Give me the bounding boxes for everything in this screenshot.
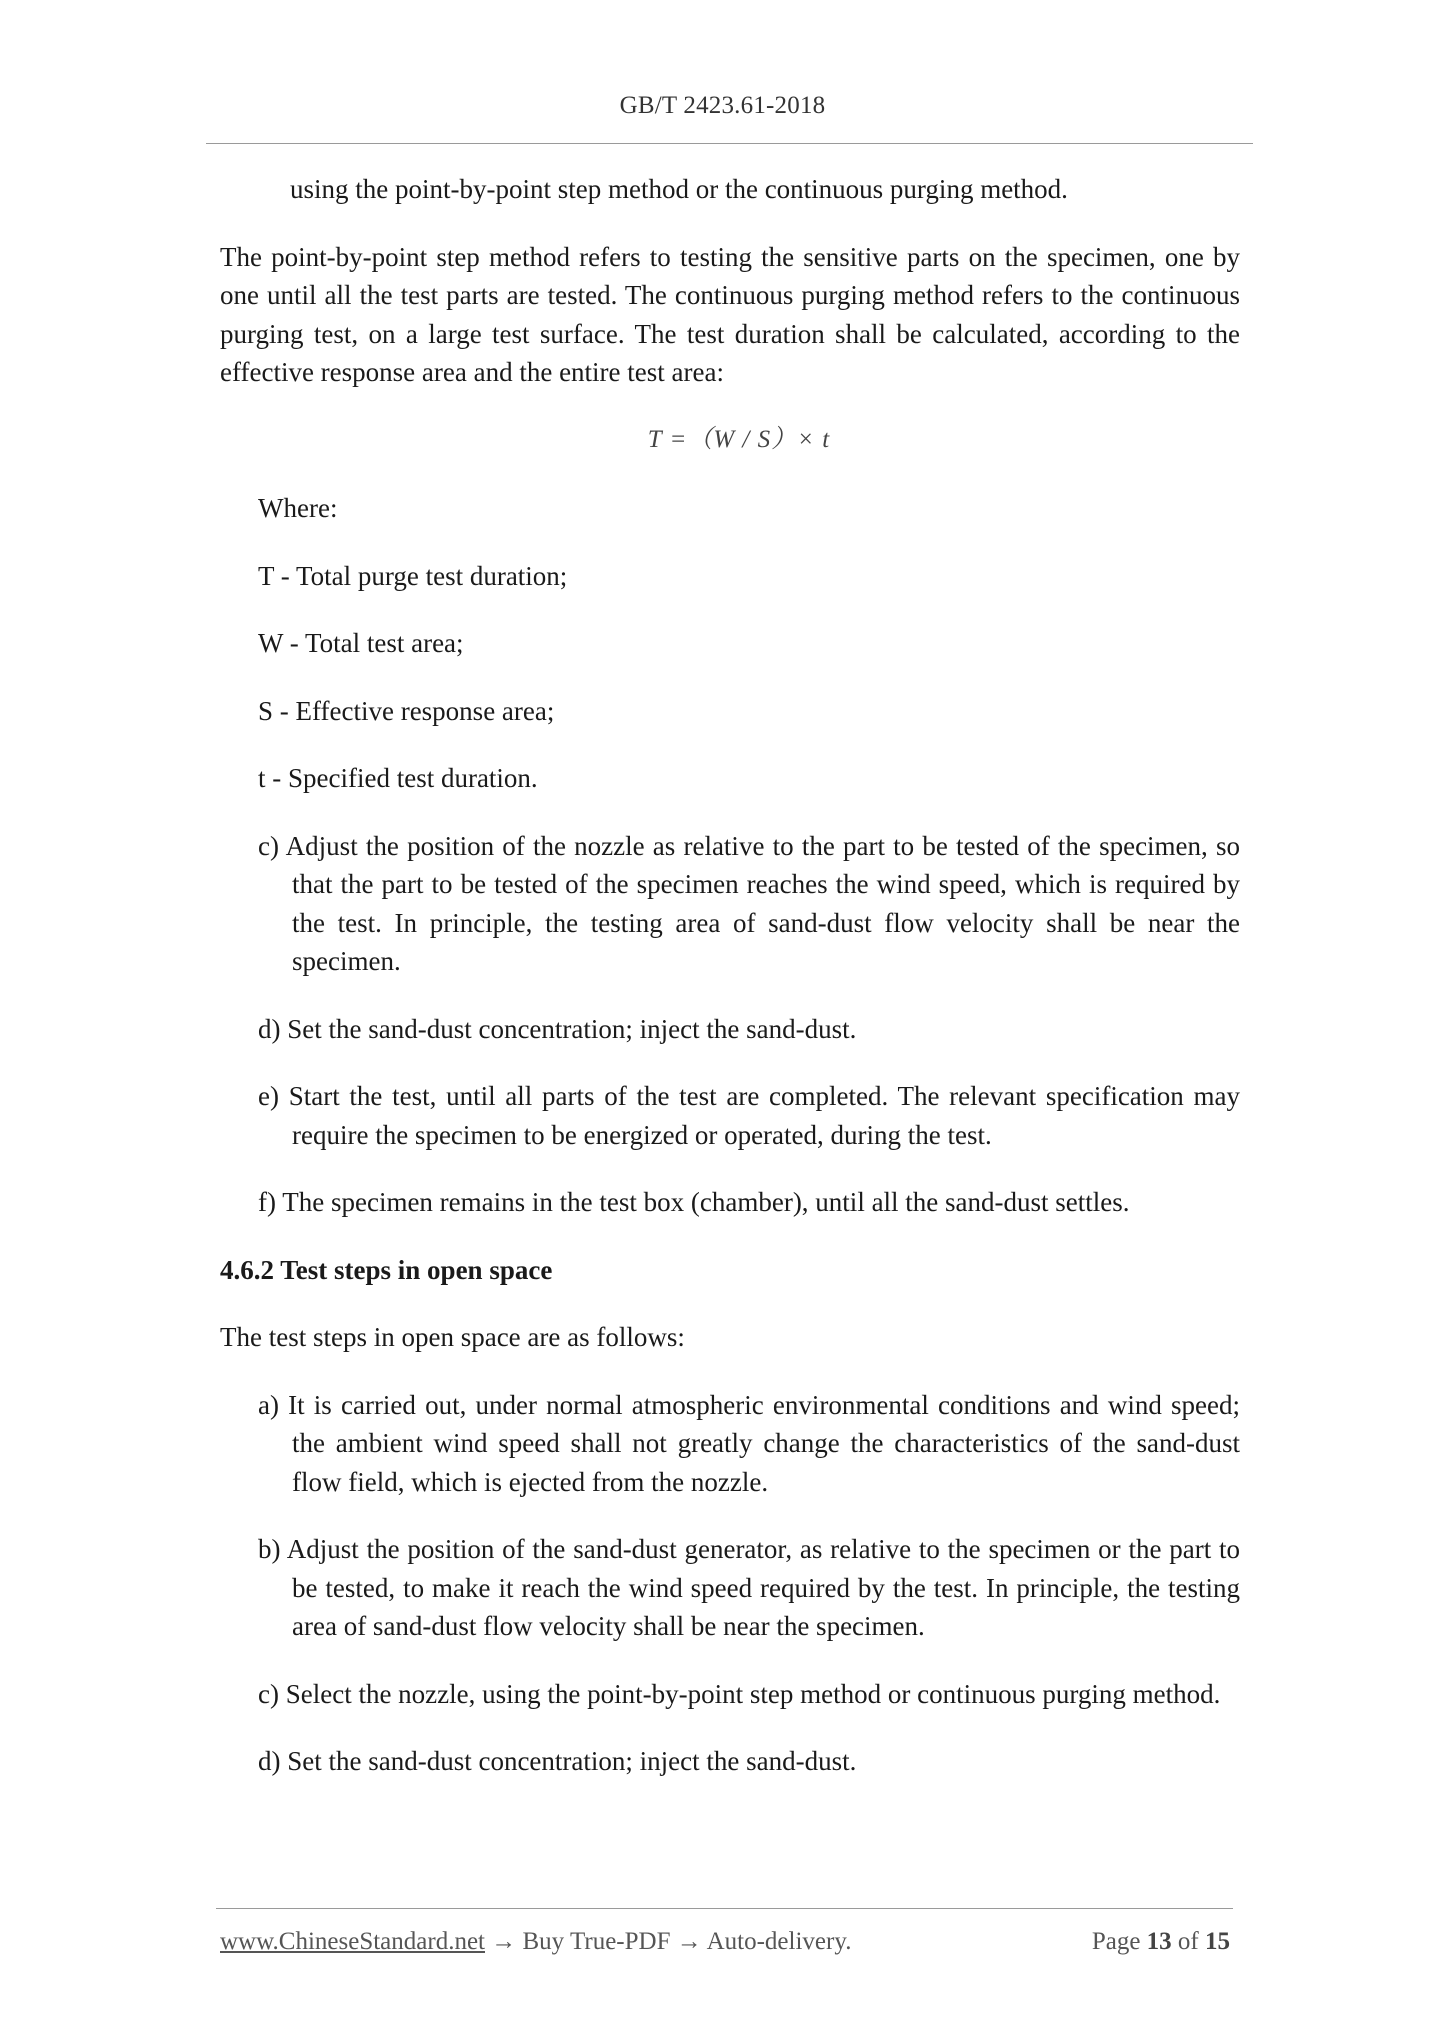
step-item: c) Adjust the position of the nozzle as relative to the part to be tested of the specimen, so that the part to be tested of the specimen reaches the wind speed, which is required by the test. In principle, the testing area of sand-dust flow velocity shall be near the specimen. [258, 830, 1240, 976]
document-body [220, 170, 1240, 1810]
footer-divider [216, 1908, 1233, 1909]
definition-item: W - Total test area; [258, 628, 464, 658]
definition-item: T - Total purge test duration; [258, 560, 568, 591]
document-header-title: GB/T 2423.61-2018 [619, 92, 826, 119]
page-word: Page [1091, 1928, 1147, 1955]
definition-item: t - Specified test duration. [258, 763, 538, 793]
section-intro: The test steps in open space are as follows: [220, 1322, 685, 1352]
header-divider [206, 143, 1253, 144]
definition-item: S - Effective response area; [258, 695, 555, 726]
duration-formula: T =（W / S）× t [647, 425, 831, 453]
website-link[interactable]: www.ChineseStandard.net [220, 1928, 485, 1955]
continuation-paragraph: using the point-by-point step method or the continuous purging method. [290, 174, 1068, 204]
step-item: a) It is carried out, under normal atmospheric environmental conditions and wind speed; the ambient wind speed shall not greatly change the characteristics of the sand-dust flow field, which is ejected from the nozzle. [258, 1389, 1240, 1497]
step-item: d) Set the sand-dust concentration; inject the sand-dust. [258, 1746, 857, 1776]
step-item: d) Set the sand-dust concentration; inject the sand-dust. [258, 1013, 857, 1044]
total-page-count: 15 [1205, 1928, 1230, 1955]
method-paragraph: The point-by-point step method refers to testing the sensitive parts on the specimen, one by one until all the test parts are tested. The continuous purging method refers to the continuous purging test, on a large test surface. The test duration shall be calculated, according to the effective response area and the entire test area: [220, 241, 1240, 387]
step-item: f) The specimen remains in the test box (chamber), until all the sand-dust settles. [258, 1187, 1130, 1217]
step-item: c) Select the nozzle, using the point-by-point step method or continuous purging method. [258, 1678, 1221, 1709]
page-indicator [1092, 1928, 1230, 1956]
step-item: b) Adjust the position of the sand-dust generator, as relative to the specimen or the part to be tested, to make it reach the wind speed required by the test. In principle, the testing area of sand-dust flow velocity shall be near the specimen. [258, 1534, 1240, 1641]
step-item: e) Start the test, until all parts of the test are completed. The relevant specification may require the specimen to be energized or operated, during the test. [258, 1081, 1240, 1150]
footer-promo-text: → Buy True-PDF → Auto-delivery. [485, 1928, 852, 1955]
section-heading: 4.6.2 Test steps in open space [220, 1254, 553, 1285]
footer-promo [220, 1928, 851, 1956]
where-label: Where: [258, 493, 338, 523]
current-page-number: 13 [1146, 1928, 1172, 1955]
of-word: of [1171, 1928, 1205, 1955]
